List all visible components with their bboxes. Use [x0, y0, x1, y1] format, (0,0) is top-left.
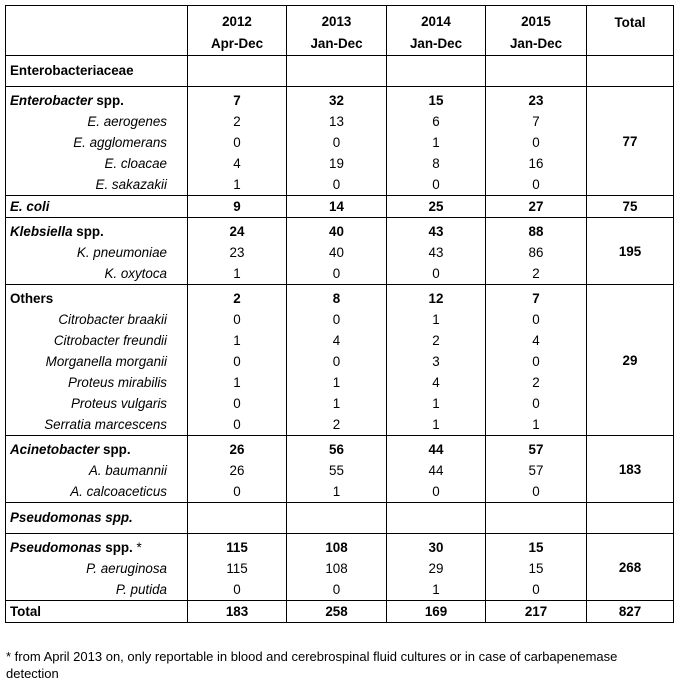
- value-cell: 40: [287, 242, 387, 263]
- group-label: Others: [6, 285, 188, 310]
- value-cell: 15: [486, 558, 587, 579]
- value-cell: 115: [188, 534, 287, 559]
- value-cell: 7: [486, 111, 587, 132]
- group-total: 195: [587, 218, 674, 285]
- species-label: Citrobacter freundii: [6, 330, 188, 351]
- value-cell: 57: [486, 460, 587, 481]
- footnote: * from April 2013 on, only reportable in blood and cerebrospinal fluid cultures or in case of carbapenemase detection: [6, 649, 618, 681]
- group-row-acinetobacter: [6, 436, 674, 461]
- value-cell: 0: [287, 351, 387, 372]
- value-cell: 1: [387, 414, 486, 436]
- table-row: [6, 351, 674, 372]
- table-row: [6, 558, 674, 579]
- group-total: 77: [587, 87, 674, 196]
- table-row: [6, 309, 674, 330]
- table-row: [6, 111, 674, 132]
- grand-total: 827: [587, 601, 674, 623]
- value-cell: 4: [486, 330, 587, 351]
- species-label: A. baumannii: [6, 460, 188, 481]
- value-cell: 14: [287, 196, 387, 218]
- value-cell: 2: [188, 111, 287, 132]
- value-cell: 0: [387, 481, 486, 503]
- species-label: Citrobacter braakii: [6, 309, 188, 330]
- header-2015: 2015 Jan-Dec: [486, 6, 587, 56]
- value-cell: 44: [387, 460, 486, 481]
- group-row-ecoli: [6, 196, 674, 218]
- value-cell: 0: [188, 351, 287, 372]
- section-row-pseudomonas: [6, 503, 674, 534]
- group-total: 268: [587, 534, 674, 601]
- value-cell: 6: [387, 111, 486, 132]
- value-cell: 8: [287, 285, 387, 310]
- table-row: [6, 242, 674, 263]
- footnote-marker: *: [136, 540, 142, 555]
- table-row: [6, 132, 674, 153]
- value-cell: 0: [387, 174, 486, 196]
- value-cell: 7: [188, 87, 287, 112]
- value-cell: 2: [287, 414, 387, 436]
- surveillance-table: [5, 5, 674, 623]
- value-cell: 0: [387, 263, 486, 285]
- group-row-pseudomonas: [6, 534, 674, 559]
- value-cell: 44: [387, 436, 486, 461]
- species-label: E. agglomerans: [6, 132, 188, 153]
- table-row: [6, 460, 674, 481]
- value-cell: 0: [188, 481, 287, 503]
- group-total: 183: [587, 436, 674, 503]
- value-cell: 25: [387, 196, 486, 218]
- header-2012: 2012 Apr-Dec: [188, 6, 287, 56]
- value-cell: 0: [486, 481, 587, 503]
- value-cell: 1: [387, 309, 486, 330]
- group-label: Enterobacter spp.: [6, 87, 188, 112]
- value-cell: 0: [188, 579, 287, 601]
- table-row: [6, 481, 674, 503]
- table-row: [6, 153, 674, 174]
- value-cell: 57: [486, 436, 587, 461]
- section-row-enterobacteriaceae: [6, 56, 674, 87]
- species-label: P. putida: [6, 579, 188, 601]
- group-row-others: [6, 285, 674, 310]
- species-label: P. aeruginosa: [6, 558, 188, 579]
- species-label: K. oxytoca: [6, 263, 188, 285]
- total-label: Total: [6, 601, 188, 623]
- value-cell: 1: [188, 330, 287, 351]
- table-row: [6, 372, 674, 393]
- value-cell: 4: [188, 153, 287, 174]
- value-cell: 12: [387, 285, 486, 310]
- value-cell: 56: [287, 436, 387, 461]
- species-label: A. calcoaceticus: [6, 481, 188, 503]
- value-cell: 115: [188, 558, 287, 579]
- value-cell: 13: [287, 111, 387, 132]
- group-label: Acinetobacter spp.: [6, 436, 188, 461]
- species-label: Serratia marcescens: [6, 414, 188, 436]
- value-cell: 169: [387, 601, 486, 623]
- value-cell: 0: [486, 579, 587, 601]
- value-cell: 29: [387, 558, 486, 579]
- value-cell: 2: [486, 372, 587, 393]
- value-cell: 2: [387, 330, 486, 351]
- value-cell: 26: [188, 436, 287, 461]
- value-cell: 24: [188, 218, 287, 243]
- table-row: [6, 393, 674, 414]
- value-cell: 16: [486, 153, 587, 174]
- value-cell: 23: [188, 242, 287, 263]
- value-cell: 1: [287, 481, 387, 503]
- header-row: [6, 6, 674, 56]
- value-cell: 0: [486, 174, 587, 196]
- value-cell: 1: [188, 372, 287, 393]
- species-label: E. sakazakii: [6, 174, 188, 196]
- value-cell: 0: [287, 579, 387, 601]
- value-cell: 1: [387, 393, 486, 414]
- value-cell: 7: [486, 285, 587, 310]
- header-2014: 2014 Jan-Dec: [387, 6, 486, 56]
- value-cell: 32: [287, 87, 387, 112]
- group-total: 75: [587, 196, 674, 218]
- value-cell: 2: [188, 285, 287, 310]
- value-cell: 1: [287, 372, 387, 393]
- species-label: Morganella morganii: [6, 351, 188, 372]
- value-cell: 0: [287, 132, 387, 153]
- group-row-klebsiella: [6, 218, 674, 243]
- value-cell: 0: [287, 263, 387, 285]
- value-cell: 26: [188, 460, 287, 481]
- value-cell: 0: [188, 132, 287, 153]
- value-cell: 88: [486, 218, 587, 243]
- value-cell: 0: [486, 393, 587, 414]
- value-cell: 86: [486, 242, 587, 263]
- species-label: K. pneumoniae: [6, 242, 188, 263]
- group-row-enterobacter: [6, 87, 674, 112]
- table-row: [6, 330, 674, 351]
- value-cell: 8: [387, 153, 486, 174]
- value-cell: 4: [287, 330, 387, 351]
- value-cell: 55: [287, 460, 387, 481]
- species-label: Proteus mirabilis: [6, 372, 188, 393]
- value-cell: 0: [486, 132, 587, 153]
- value-cell: 0: [188, 393, 287, 414]
- value-cell: 0: [287, 309, 387, 330]
- value-cell: 4: [387, 372, 486, 393]
- value-cell: 1: [188, 263, 287, 285]
- species-label: Proteus vulgaris: [6, 393, 188, 414]
- value-cell: 19: [287, 153, 387, 174]
- group-total: 29: [587, 285, 674, 436]
- value-cell: 1: [387, 132, 486, 153]
- group-label: Klebsiella spp.: [6, 218, 188, 243]
- species-label: E. aerogenes: [6, 111, 188, 132]
- group-label: Pseudomonas spp. *: [6, 534, 188, 559]
- value-cell: 108: [287, 558, 387, 579]
- header-empty-cell: [6, 6, 188, 56]
- value-cell: 30: [387, 534, 486, 559]
- header-total: Total: [587, 6, 674, 56]
- value-cell: 1: [486, 414, 587, 436]
- table-row: [6, 174, 674, 196]
- value-cell: 9: [188, 196, 287, 218]
- value-cell: 40: [287, 218, 387, 243]
- value-cell: 217: [486, 601, 587, 623]
- value-cell: 0: [486, 309, 587, 330]
- value-cell: 3: [387, 351, 486, 372]
- total-row: [6, 601, 674, 623]
- section-label: Enterobacteriaceae: [6, 56, 188, 87]
- value-cell: 15: [486, 534, 587, 559]
- value-cell: 258: [287, 601, 387, 623]
- value-cell: 0: [287, 174, 387, 196]
- value-cell: 1: [387, 579, 486, 601]
- table-row: [6, 263, 674, 285]
- table-row: [6, 579, 674, 601]
- value-cell: 183: [188, 601, 287, 623]
- value-cell: 43: [387, 242, 486, 263]
- value-cell: 0: [486, 351, 587, 372]
- value-cell: 108: [287, 534, 387, 559]
- value-cell: 43: [387, 218, 486, 243]
- value-cell: 0: [188, 414, 287, 436]
- value-cell: 2: [486, 263, 587, 285]
- value-cell: 1: [188, 174, 287, 196]
- value-cell: 0: [188, 309, 287, 330]
- value-cell: 27: [486, 196, 587, 218]
- value-cell: 1: [287, 393, 387, 414]
- table-row: [6, 414, 674, 436]
- value-cell: 15: [387, 87, 486, 112]
- value-cell: 23: [486, 87, 587, 112]
- species-label: E. cloacae: [6, 153, 188, 174]
- header-2013: 2013 Jan-Dec: [287, 6, 387, 56]
- group-label: E. coli: [6, 196, 188, 218]
- section-label: Pseudomonas spp.: [6, 503, 188, 534]
